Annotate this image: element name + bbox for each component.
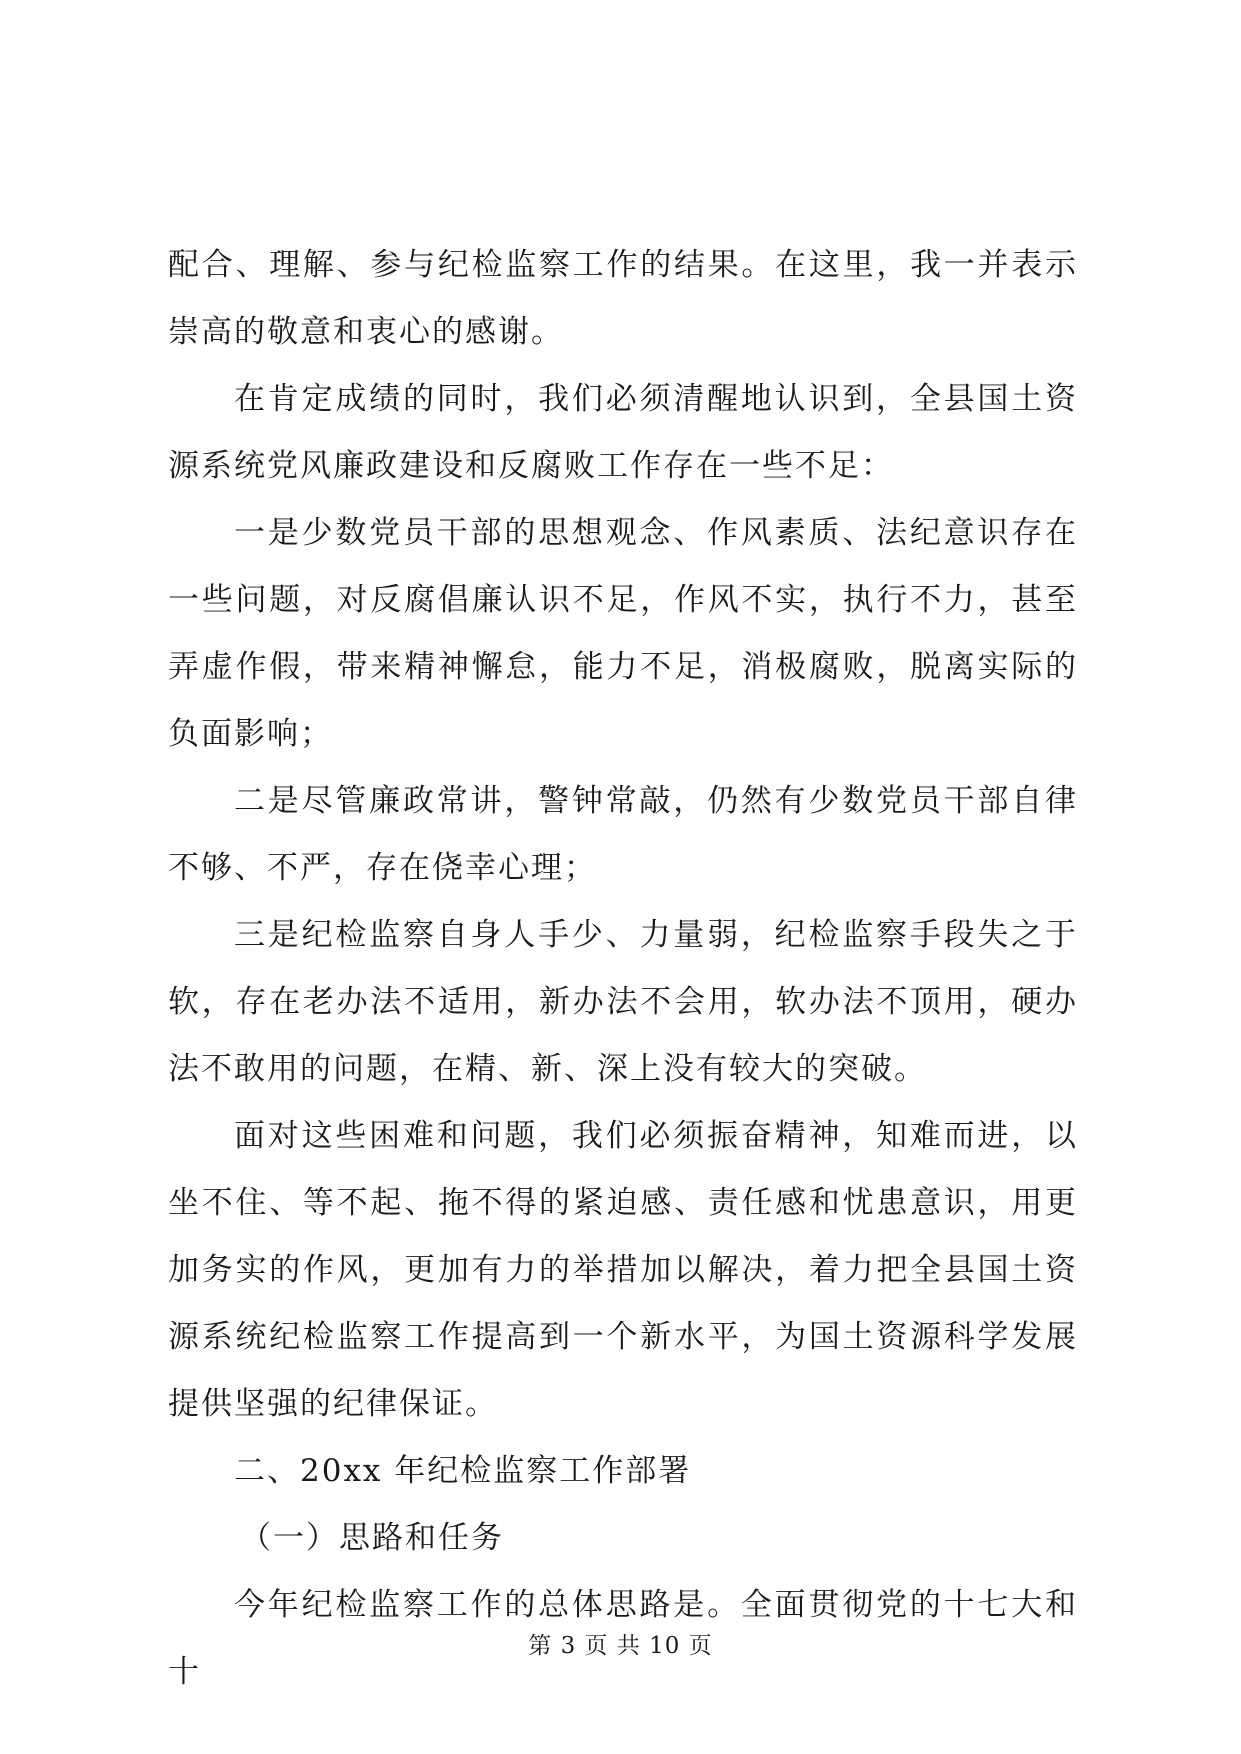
subsection-heading: （一）思路和任务 xyxy=(240,1520,504,1556)
paragraph-continuation: 配合、理解、参与纪检监察工作的结果。在这里，我一并表示崇高的敬意和衷心的感谢。 xyxy=(168,247,1078,350)
paragraph-overall-approach: 今年纪检监察工作的总体思路是。全面贯彻党的十七大和十 xyxy=(168,1587,1078,1690)
paragraph-point-three: 三是纪检监察自身人手少、力量弱，纪检监察手段失之于软，存在老办法不适用，新办法不会用，软办法不顶用，硬办法不敢用的问题，在精、新、深上没有较大的突破。 xyxy=(168,917,1078,1087)
section-heading: 二、20xx 年纪检监察工作部署 xyxy=(234,1453,692,1489)
paragraph-point-one: 一是少数党员干部的思想观念、作风素质、法纪意识存在一些问题，对反腐倡廉认识不足，作风不实，执行不力，甚至弄虚作假，带来精神懈怠，能力不足，消极腐败，脱离实际的负面影响； xyxy=(168,515,1078,752)
paragraph-point-two: 二是尽管廉政常讲，警钟常敲，仍然有少数党员干部自律不够、不严，存在侥幸心理； xyxy=(168,783,1078,886)
paragraph-shortcomings-intro: 在肯定成绩的同时，我们必须清醒地认识到，全县国土资源系统党风廉政建设和反腐败工作存在一些不足： xyxy=(168,381,1078,484)
page-number-footer: 第 3 页 共 10 页 xyxy=(528,1633,713,1659)
document-body xyxy=(168,232,1078,1706)
paragraph-response: 面对这些困难和问题，我们必须振奋精神，知难而进，以坐不住、等不起、拖不得的紧迫感、责任感和忧患意识，用更加务实的作风，更加有力的举措加以解决，着力把全县国土资源系统纪检监察工作提高到一个新水平，为国土资源科学发展提供坚强的纪律保证。 xyxy=(168,1118,1078,1422)
